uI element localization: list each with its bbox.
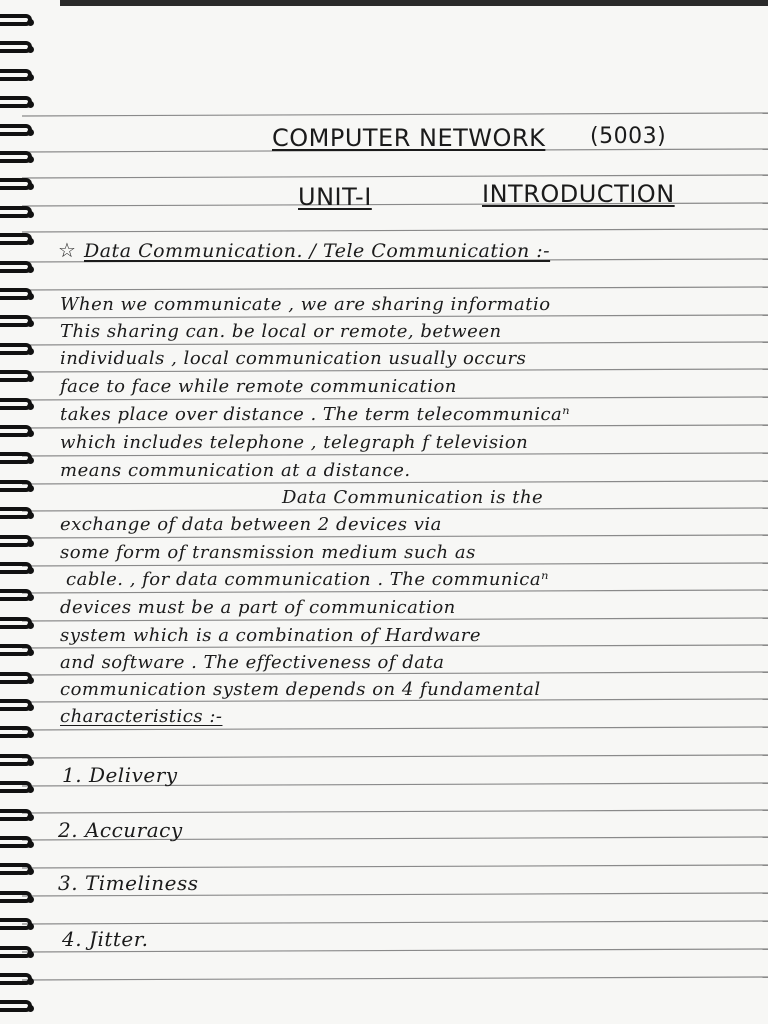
- subject-code: (5003): [590, 124, 667, 149]
- spiral-ring: [0, 836, 32, 848]
- paragraph-line: characteristics :-: [60, 706, 223, 727]
- spiral-ring: [0, 370, 32, 382]
- list-item: 1. Delivery: [62, 763, 178, 787]
- spiral-ring: [0, 699, 32, 711]
- spiral-ring: [0, 918, 32, 930]
- spiral-ring: [0, 891, 32, 903]
- ruled-line: [22, 453, 768, 456]
- paragraph-line: cable. , for data communication . The communicaⁿ: [66, 569, 549, 590]
- spiral-ring: [0, 480, 32, 492]
- paragraph-line: When we communicate , we are sharing informatio: [60, 294, 551, 315]
- ruled-line: [22, 397, 768, 400]
- spiral-ring: [0, 124, 32, 136]
- ruled-line: [22, 865, 768, 868]
- paragraph-line: takes place over distance . The term telecommunicaⁿ: [60, 404, 571, 425]
- paragraph-line: devices must be a part of communication: [60, 597, 456, 618]
- ruled-line: [22, 229, 768, 232]
- spiral-ring: [0, 535, 32, 547]
- spiral-ring: [0, 315, 32, 327]
- spiral-ring: [0, 726, 32, 738]
- ruled-line: [22, 618, 768, 621]
- spiral-ring: [0, 672, 32, 684]
- ruled-line: [22, 425, 768, 428]
- ruled-line: [22, 287, 768, 290]
- spiral-ring: [0, 425, 32, 437]
- paragraph-line: and software . The effectiveness of data: [60, 652, 445, 673]
- paragraph-line: individuals , local communication usually occurs: [60, 348, 527, 369]
- paragraph-line: communication system depends on 4 fundamental: [60, 679, 541, 700]
- spiral-ring: [0, 781, 32, 793]
- paragraph-line: face to face while remote communication: [60, 376, 457, 397]
- ruled-line: [22, 535, 768, 538]
- paragraph-line: This sharing can. be local or remote, between: [60, 321, 502, 342]
- ruled-line: [22, 175, 768, 178]
- list-item: 2. Accuracy: [58, 818, 183, 842]
- ruled-line: [22, 977, 768, 980]
- spiral-ring: [0, 206, 32, 218]
- ruled-line: [22, 369, 768, 372]
- unit-label: UNIT-I: [298, 183, 372, 211]
- spiral-ring: [0, 14, 32, 26]
- spiral-ring: [0, 589, 32, 601]
- ruled-line: [22, 810, 768, 813]
- list-item: 4. Jitter.: [62, 927, 149, 951]
- spiral-ring: [0, 41, 32, 53]
- ruled-line: [22, 563, 768, 566]
- spiral-ring: [0, 69, 32, 81]
- spiral-ring: [0, 343, 32, 355]
- ruled-line: [22, 342, 768, 345]
- paragraph-line: exchange of data between 2 devices via: [60, 514, 442, 535]
- spiral-binding: [0, 0, 50, 1024]
- spiral-ring: [0, 809, 32, 821]
- spiral-ring: [0, 644, 32, 656]
- spiral-ring: [0, 863, 32, 875]
- spiral-ring: [0, 151, 32, 163]
- paragraph-line: Data Communication is the: [282, 487, 544, 508]
- page-title: COMPUTER NETWORK: [272, 124, 546, 152]
- paragraph-line: which includes telephone , telegraph f television: [60, 432, 529, 453]
- spiral-ring: [0, 96, 32, 108]
- spiral-ring: [0, 973, 32, 985]
- spiral-ring: [0, 562, 32, 574]
- paragraph-line: some form of transmission medium such as: [60, 542, 476, 563]
- spiral-ring: [0, 288, 32, 300]
- paragraph-line: means communication at a distance.: [60, 460, 411, 481]
- list-item: 3. Timeliness: [58, 871, 199, 895]
- spiral-ring: [0, 398, 32, 410]
- chapter-title: INTRODUCTION: [482, 180, 675, 208]
- ruled-line: [22, 315, 768, 318]
- section-heading: Data Communication. / Tele Communication :-: [84, 240, 551, 262]
- ruled-line: [22, 921, 768, 924]
- spiral-ring: [0, 507, 32, 519]
- ruled-line: [22, 113, 768, 116]
- spiral-ring: [0, 617, 32, 629]
- paragraph-line: system which is a combination of Hardware: [60, 625, 482, 646]
- spiral-ring: [0, 754, 32, 766]
- ruled-line: [22, 590, 768, 593]
- spiral-ring: [0, 233, 32, 245]
- spiral-ring: [0, 1000, 32, 1012]
- spiral-ring: [0, 261, 32, 273]
- spiral-ring: [0, 452, 32, 464]
- star-icon: ☆: [58, 238, 77, 262]
- ruled-line: [22, 755, 768, 758]
- ruled-line: [22, 481, 768, 484]
- ruled-line: [22, 727, 768, 730]
- spiral-ring: [0, 946, 32, 958]
- ruled-line: [22, 508, 768, 511]
- spiral-ring: [0, 178, 32, 190]
